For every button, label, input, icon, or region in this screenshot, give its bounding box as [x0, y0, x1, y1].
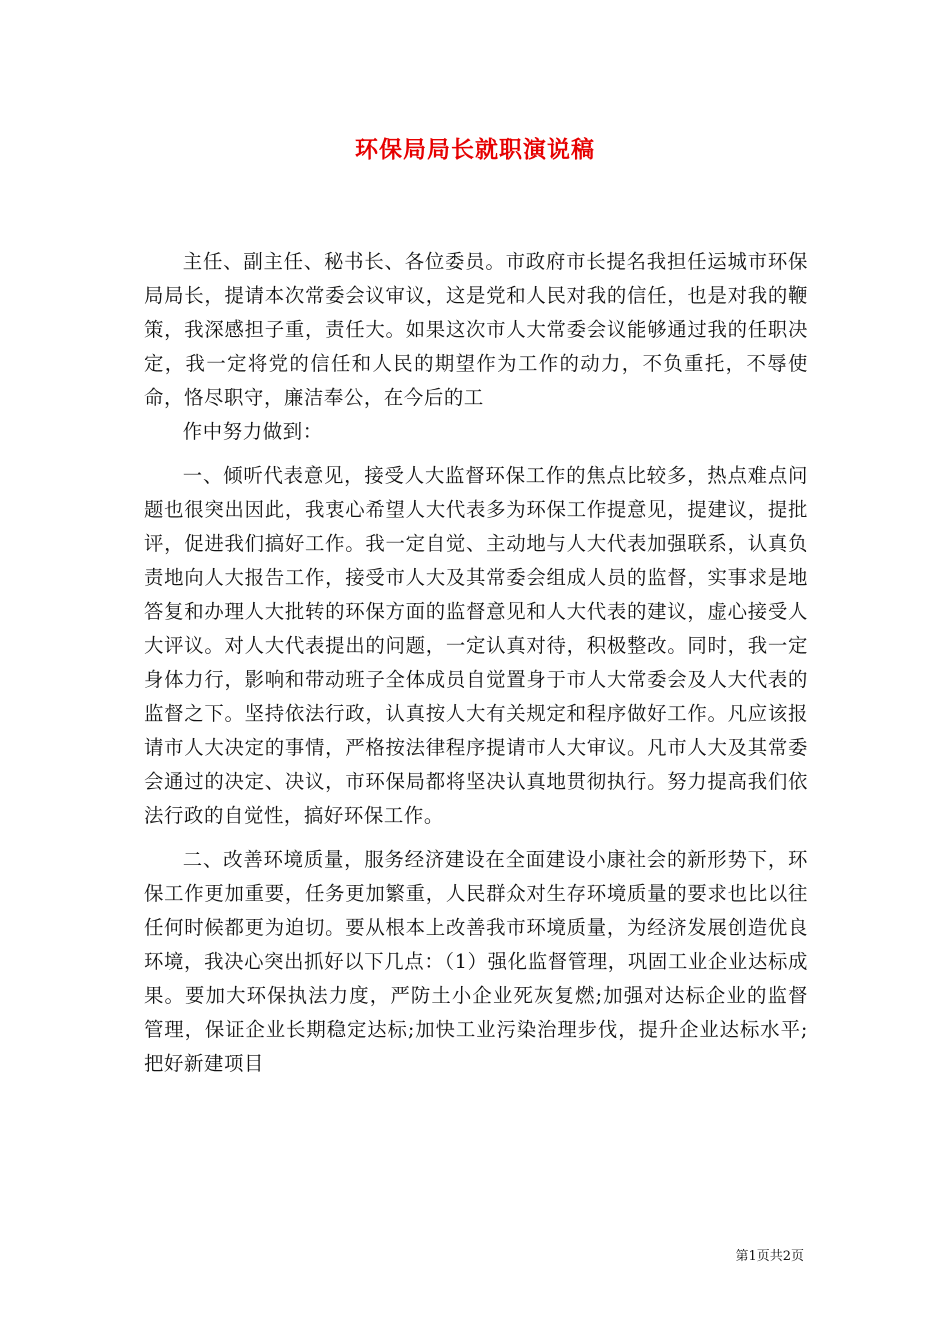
paragraph-greeting: 主任、副主任、秘书长、各位委员。市政府市长提名我担任运城市环保局局长，提请本次常委会议审议，这是党和人民对我的信任，也是对我的鞭策，我深感担子重，责任大。如果这次市人大常委会议能够通过我的任职决定，我一定将党的信任和人民的期望作为工作的动力，不负重托，不辱使命，恪尽职守，廉洁奉公，在今后的工	[144, 250, 808, 409]
paragraph-continuation: 作中努力做到：	[182, 420, 323, 443]
document-body	[144, 245, 808, 1091]
paragraph-point-two: 二、改善环境质量，服务经济建设在全面建设小康社会的新形势下，环保工作更加重要，任务更加繁重，人民群众对生存环境质量的要求也比以往任何时候都更为迫切。要从根本上改善我市环境质量，为经济发展创造优良环境，我决心突出抓好以下几点：（1）强化监督管理，巩固工业企业达标成果。要加大环保执法力度，严防土小企业死灰复燃;加强对达标企业的监督管理，保证企业长期稳定达标;加快工业污染治理步伐，提升企业达标水平;把好新建项目	[144, 848, 808, 1075]
page-number: 第1页共2页	[735, 1249, 804, 1264]
paragraph-point-one: 一、倾听代表意见，接受人大监督环保工作的焦点比较多，热点难点问题也很突出因此，我衷心希望人大代表多为环保工作提意见，提建议，提批评，促进我们搞好工作。我一定自觉、主动地与人大代表加强联系，认真负责地向人大报告工作，接受市人大及其常委会组成人员的监督，实事求是地答复和办理人大批转的环保方面的监督意见和人大代表的建议，虚心接受人大评议。对人大代表提出的问题，一定认真对待，积极整改。同时，我一定身体力行，影响和带动班子全体成员自觉置身于市人大常委会及人大代表的监督之下。坚持依法行政，认真按人大有关规定和程序做好工作。凡应该报请市人大决定的事情，严格按法律程序提请市人大审议。凡市人大及其常委会通过的决定、决议，市环保局都将坚决认真地贯彻执行。努力提高我们依法行政的自觉性，搞好环保工作。	[144, 464, 808, 827]
document-title: 环保局局长就职演说稿	[355, 136, 595, 163]
